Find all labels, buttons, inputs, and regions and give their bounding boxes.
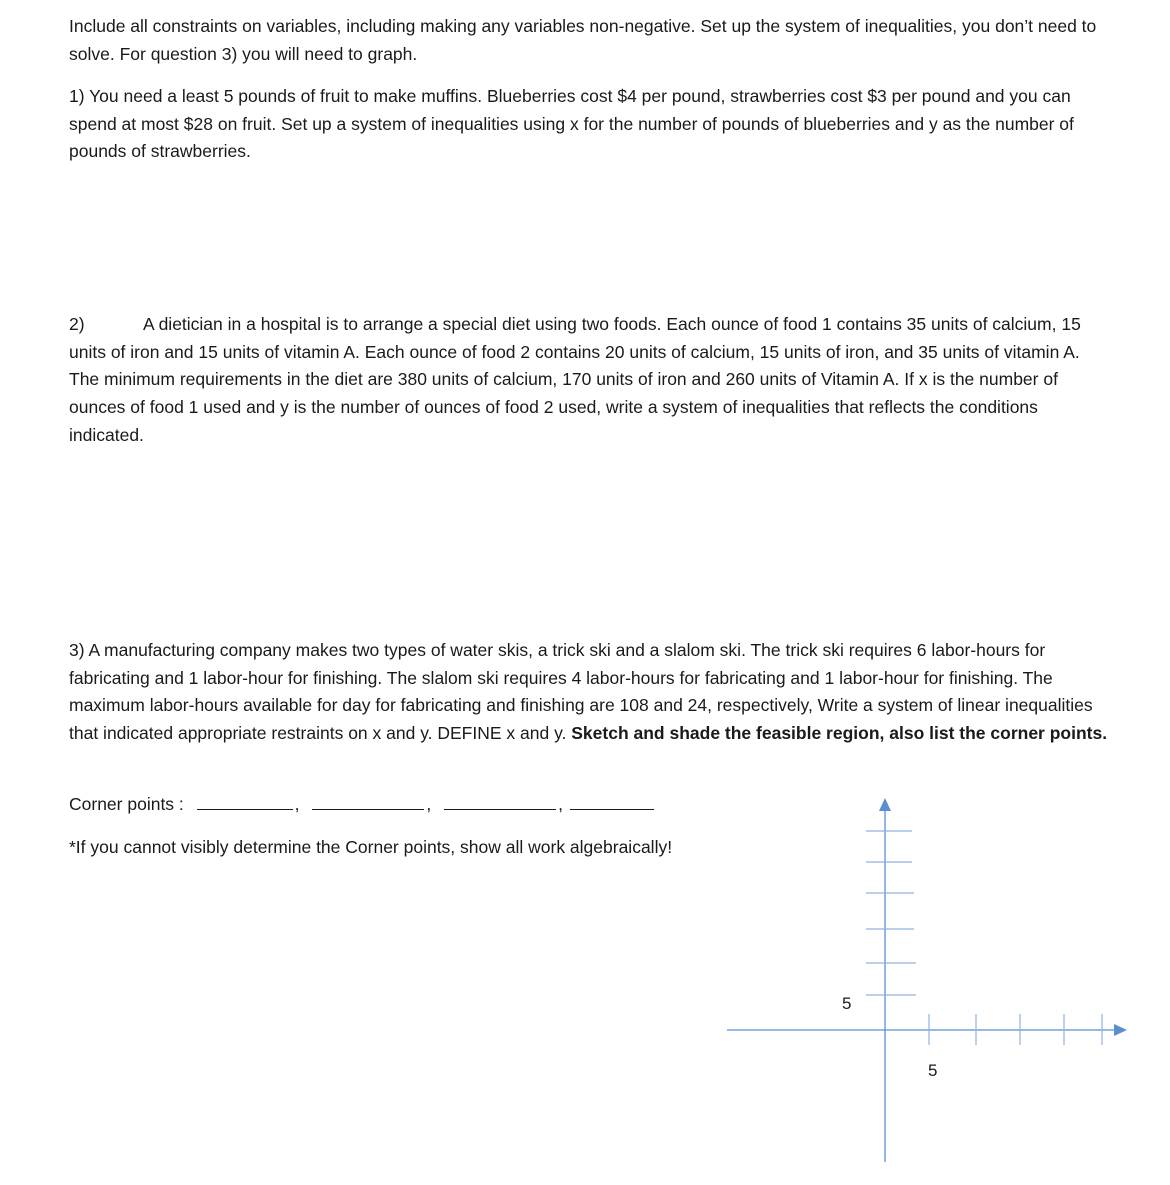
corner-points-label: Corner points : bbox=[69, 794, 184, 814]
blank-separator: , bbox=[426, 794, 432, 814]
y-axis-label: 5 bbox=[842, 994, 852, 1013]
algebra-note: *If you cannot visibly determine the Corner points, show all work algebraically! bbox=[69, 837, 673, 857]
question-2-text: A dietician in a hospital is to arrange a special diet using two foods. Each ounce of food 1 contains 35 units of calcium, 15 units of iron and 15 units of vitamin A. Each ounce of food 2 contains 20 units of calcium, 15 units of iron, and 35 units of vitamin A. The minimum requirements in the diet are 380 units of calcium, 170 units of iron and 260 units of Vitamin A. If x is the number of ounces of food 1 used and y is the number of ounces of food 2 used, write a system of inequalities that reflects the conditions indicated. bbox=[69, 314, 1081, 445]
question-3-bold-instruction: Sketch and shade the feasible region, also list the corner points. bbox=[571, 723, 1108, 744]
blank-separator: , bbox=[558, 794, 564, 814]
x-axis-arrow-icon bbox=[1114, 1024, 1127, 1036]
instructions-text: Include all constraints on variables, including making any variables non-negative. Set up the system of inequalities, you don’t need to solve. For question 3) you will need to graph. bbox=[69, 16, 1097, 64]
question-1-text: 1) You need a least 5 pounds of fruit to make muffins. Blueberries cost $4 per pound, strawberries cost $3 per pound and you can spend at most $28 on fruit. Set up a system of inequalities using x for the number of pounds of blueberries and y as the number of pounds of strawberries. bbox=[69, 86, 1074, 162]
question-2-number: 2) bbox=[69, 314, 85, 334]
x-axis-label: 5 bbox=[928, 1061, 938, 1080]
question-3-text: 3) A manufacturing company makes two types of water skis, a trick ski and a slalom ski. The trick ski requires 6 labor-hours for fabricating and 1 labor-hour for finishing. The slalom ski requires 4 labor-hours for fabricating and 1 labor-hour for finishing. The maximum labor-hours available for day for fabricating and finishing are 108 and 24, respectively, Write a system of linear inequalities that indicated appropriate restraints on x and y. DEFINE x and y. bbox=[69, 640, 1093, 744]
blank-separator: , bbox=[294, 794, 300, 814]
y-axis-arrow-icon bbox=[879, 798, 891, 811]
